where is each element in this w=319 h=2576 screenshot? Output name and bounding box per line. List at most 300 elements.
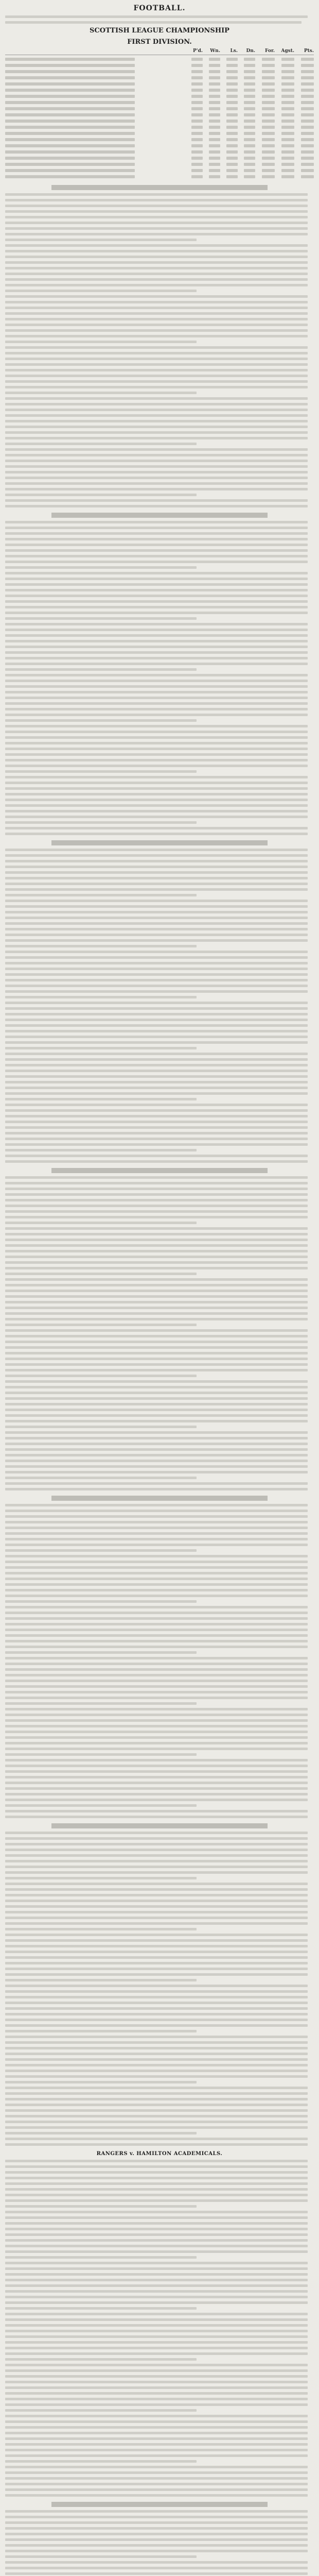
text-line-placeholder <box>5 1098 197 1100</box>
text-line-placeholder <box>5 1837 308 1840</box>
text-line-placeholder <box>5 1244 308 1247</box>
table-cell-placeholder <box>226 120 238 123</box>
text-line-placeholder <box>5 742 308 744</box>
text-line-placeholder <box>5 1312 308 1315</box>
text-line-placeholder <box>5 883 308 885</box>
text-line-placeholder <box>5 1233 308 1235</box>
text-line-placeholder <box>5 2335 308 2338</box>
table-cell-placeholder <box>301 58 314 61</box>
text-line-placeholder <box>5 799 308 801</box>
match-report <box>5 185 314 507</box>
table-cell-placeholder <box>281 58 294 61</box>
text-line-placeholder <box>5 2443 308 2446</box>
text-line-placeholder <box>5 1132 308 1134</box>
text-line-placeholder <box>5 810 308 812</box>
table-cell-placeholder <box>262 169 275 172</box>
text-line-placeholder <box>5 2561 308 2564</box>
table-cell-placeholder <box>5 89 135 92</box>
text-line-placeholder <box>5 776 308 778</box>
text-line-placeholder <box>5 403 308 405</box>
text-line-placeholder <box>5 1182 308 1184</box>
text-line-placeholder <box>5 199 308 201</box>
text-line-placeholder <box>5 210 308 213</box>
text-line-placeholder <box>5 821 197 824</box>
text-line-placeholder <box>5 2121 308 2123</box>
table-cell-placeholder <box>209 157 220 160</box>
text-line-placeholder <box>5 1725 308 1727</box>
text-line-placeholder <box>5 2477 308 2480</box>
text-line-placeholder <box>5 1460 308 1462</box>
table-cell-placeholder <box>281 138 294 141</box>
text-line-placeholder <box>5 273 308 275</box>
table-cell-placeholder <box>226 113 238 116</box>
match-report-heading-placeholder <box>51 513 268 518</box>
table-cell-placeholder <box>209 113 220 116</box>
text-line-placeholder <box>5 1538 308 1540</box>
text-line-placeholder <box>5 1810 308 1812</box>
text-line-placeholder <box>5 2386 308 2389</box>
table-cell-placeholder <box>191 120 203 123</box>
text-line-placeholder <box>5 1058 308 1061</box>
table-cell-placeholder <box>281 169 294 172</box>
table-cell-placeholder <box>209 58 220 61</box>
text-line-placeholder <box>5 1414 308 1417</box>
text-line-placeholder <box>5 2324 308 2327</box>
text-line-placeholder <box>5 1753 197 1756</box>
text-line-placeholder <box>5 866 308 868</box>
text-line-placeholder <box>5 600 308 603</box>
first-division-title-line1: SCOTTISH LEAGUE CHAMPIONSHIP <box>90 27 229 35</box>
text-line-placeholder <box>5 1092 308 1095</box>
text-line-placeholder <box>5 1691 308 1693</box>
match-report-rangers-hamilton <box>5 2151 314 2497</box>
text-line-placeholder <box>5 1973 308 1976</box>
text-line-placeholder <box>5 494 197 496</box>
match-report <box>5 513 314 835</box>
text-line-placeholder <box>5 538 308 540</box>
table-row <box>5 149 314 155</box>
text-line-placeholder <box>5 1634 308 1637</box>
table-cell-placeholder <box>244 169 255 172</box>
table-cell-placeholder <box>301 107 314 110</box>
text-line-placeholder <box>5 1532 308 1535</box>
match-report-heading: RANGERS v. HAMILTON ACADEMICALS. <box>96 2151 223 2157</box>
text-line-placeholder <box>5 1561 308 1563</box>
text-line-placeholder <box>5 719 197 722</box>
text-line-placeholder <box>5 787 308 790</box>
table-cell-placeholder <box>226 132 238 135</box>
table-cell-placeholder <box>226 76 238 79</box>
table-cell-placeholder <box>191 82 203 86</box>
text-line-placeholder <box>5 2483 308 2485</box>
text-line-placeholder <box>5 2047 308 2049</box>
table-cell-placeholder <box>191 95 203 98</box>
table-cell-placeholder <box>244 107 255 110</box>
text-line-placeholder <box>5 261 308 264</box>
text-line-placeholder <box>5 2233 308 2236</box>
text-line-placeholder <box>5 1951 308 1953</box>
text-line-placeholder <box>5 1324 197 1326</box>
text-line-placeholder <box>5 2432 308 2434</box>
text-line-placeholder <box>5 1261 308 1264</box>
table-cell-placeholder <box>244 120 255 123</box>
text-line-placeholder <box>5 1799 308 1801</box>
text-line-placeholder <box>5 431 308 434</box>
text-line-placeholder <box>5 2510 308 2513</box>
text-line-placeholder <box>5 583 308 586</box>
text-line-placeholder <box>5 2420 308 2423</box>
text-line-placeholder <box>5 1606 308 1608</box>
table-cell-placeholder <box>244 126 255 129</box>
table-row <box>5 155 314 161</box>
table-cell-placeholder <box>5 70 135 73</box>
text-line-placeholder <box>5 1392 308 1394</box>
table-cell-placeholder <box>226 89 238 92</box>
table-cell-placeholder <box>191 138 203 141</box>
text-line-placeholder <box>5 471 308 473</box>
table-cell-placeholder <box>226 70 238 73</box>
table-cell-placeholder <box>209 144 220 147</box>
text-line-placeholder <box>5 454 308 456</box>
table-cell-placeholder <box>209 76 220 79</box>
table-cell-placeholder <box>191 113 203 116</box>
text-line-placeholder <box>5 267 308 269</box>
table-cell-placeholder <box>262 95 275 98</box>
text-line-placeholder <box>5 928 308 930</box>
table-cell-placeholder <box>262 113 275 116</box>
text-line-placeholder <box>5 1521 308 1523</box>
text-line-placeholder <box>5 363 308 366</box>
match-report-heading-placeholder <box>51 840 268 845</box>
text-line-placeholder <box>5 1816 308 1818</box>
text-line-placeholder <box>5 996 197 998</box>
text-line-placeholder <box>5 1990 308 1993</box>
text-line-placeholder <box>5 256 308 258</box>
text-line-placeholder <box>5 1420 308 1422</box>
text-line-placeholder <box>5 341 197 343</box>
text-line-placeholder <box>5 193 308 196</box>
table-cell-placeholder <box>281 89 294 92</box>
text-line-placeholder <box>5 1454 308 1456</box>
table-cell-placeholder <box>191 157 203 160</box>
table-row <box>5 93 314 99</box>
text-line-placeholder <box>5 222 308 224</box>
table-cell-placeholder <box>262 132 275 135</box>
text-line-placeholder <box>5 1956 308 1959</box>
table-cell-placeholder <box>5 101 135 104</box>
text-line-placeholder <box>5 318 308 320</box>
table-cell-placeholder <box>226 157 238 160</box>
text-line-placeholder <box>5 244 308 247</box>
table-cell-placeholder <box>226 95 238 98</box>
table-cell-placeholder <box>5 132 135 135</box>
text-line-placeholder <box>5 2115 308 2117</box>
text-line-placeholder <box>5 2250 308 2253</box>
table-cell-placeholder <box>209 82 220 86</box>
text-line-placeholder <box>5 765 308 767</box>
text-line-placeholder <box>5 1685 308 1688</box>
text-line-placeholder <box>5 1787 308 1790</box>
text-line-placeholder <box>5 888 308 891</box>
text-line-placeholder <box>5 2160 308 2162</box>
table-row <box>5 167 314 174</box>
match-report-body <box>5 1504 314 1818</box>
table-cell-placeholder <box>281 132 294 135</box>
table-cell-placeholder <box>209 64 220 67</box>
text-line-placeholder <box>5 1301 308 1303</box>
text-line-placeholder <box>5 1854 308 1857</box>
text-line-placeholder <box>5 2318 308 2321</box>
text-line-placeholder <box>5 1188 308 1190</box>
text-line-placeholder <box>5 1104 308 1106</box>
text-line-placeholder <box>5 1239 308 1241</box>
text-line-placeholder <box>5 606 308 608</box>
text-line-placeholder <box>5 488 308 490</box>
table-cell-placeholder <box>301 150 314 154</box>
text-line-placeholder <box>5 284 308 286</box>
text-line-placeholder <box>5 877 308 879</box>
table-cell-placeholder <box>191 175 203 178</box>
text-line-placeholder <box>5 499 308 502</box>
table-cell-placeholder <box>244 64 255 67</box>
text-line-placeholder <box>5 697 308 699</box>
text-line-placeholder <box>5 1996 308 1998</box>
table-cell-placeholder <box>191 144 203 147</box>
text-line-placeholder <box>5 1515 308 1518</box>
text-line-placeholder <box>5 2081 197 2083</box>
table-cell-placeholder <box>191 101 203 104</box>
text-line-placeholder <box>5 640 308 642</box>
text-line-placeholder <box>5 2216 308 2219</box>
text-line-placeholder <box>5 1307 308 1309</box>
text-line-placeholder <box>5 233 308 235</box>
table-cell-placeholder <box>5 175 135 178</box>
text-line-placeholder <box>5 668 197 671</box>
text-line-placeholder <box>5 1544 308 1546</box>
text-line-placeholder <box>5 1600 197 1603</box>
text-line-placeholder <box>5 2070 308 2072</box>
text-line-placeholder <box>5 2019 308 2021</box>
text-line-placeholder <box>5 1081 308 1083</box>
text-line-placeholder <box>5 1697 308 1699</box>
match-report <box>5 1496 314 1818</box>
text-line-placeholder <box>5 2007 308 2010</box>
text-line-placeholder <box>5 566 197 569</box>
text-line-placeholder <box>5 2279 308 2281</box>
text-line-placeholder <box>5 1894 308 1896</box>
text-line-placeholder <box>5 860 308 862</box>
text-line-placeholder <box>5 386 308 388</box>
text-line-placeholder <box>5 1939 308 1942</box>
text-line-placeholder <box>5 2567 308 2569</box>
table-cell-placeholder <box>226 138 238 141</box>
text-line-placeholder <box>5 2426 308 2429</box>
text-line-placeholder <box>5 833 308 835</box>
text-line-placeholder <box>5 1205 308 1207</box>
table-cell-placeholder <box>209 132 220 135</box>
text-line-placeholder <box>5 312 308 315</box>
table-cell-placeholder <box>262 150 275 154</box>
text-line-placeholder <box>5 2488 308 2491</box>
text-line-placeholder <box>5 1905 308 1908</box>
text-line-placeholder <box>5 2454 308 2457</box>
text-line-placeholder <box>5 2516 308 2518</box>
table-cell-placeholder <box>281 70 294 73</box>
text-line-placeholder <box>5 894 197 896</box>
text-line-placeholder <box>5 2002 308 2004</box>
text-line-placeholder <box>5 1578 308 1580</box>
text-line-placeholder <box>5 1397 308 1400</box>
text-line-placeholder <box>5 1860 308 1862</box>
text-line-placeholder <box>5 2471 308 2474</box>
table-cell-placeholder <box>301 120 314 123</box>
text-line-placeholder <box>5 1199 308 1201</box>
text-line-placeholder <box>5 2098 308 2100</box>
text-line-placeholder <box>5 1668 308 1671</box>
table-cell-placeholder <box>191 58 203 61</box>
text-line-placeholder <box>5 2064 308 2066</box>
text-line-placeholder <box>5 2494 308 2497</box>
text-line-placeholder <box>5 1109 308 1112</box>
table-cell-placeholder <box>244 132 255 135</box>
text-line-placeholder <box>5 680 308 682</box>
table-cell-placeholder <box>262 120 275 123</box>
col-played: P'd. <box>193 48 203 54</box>
text-line-placeholder <box>5 2104 308 2106</box>
text-line-placeholder <box>5 1358 308 1360</box>
table-cell-placeholder <box>281 144 294 147</box>
text-line-placeholder <box>5 2369 308 2372</box>
match-report-body <box>5 193 314 507</box>
table-cell-placeholder <box>281 107 294 110</box>
table-cell-placeholder <box>281 157 294 160</box>
table-cell-placeholder <box>226 126 238 129</box>
text-line-placeholder <box>5 1290 308 1292</box>
text-line-placeholder <box>5 934 308 936</box>
table-cell-placeholder <box>301 95 314 98</box>
text-line-placeholder <box>5 1267 308 1269</box>
table-cell-placeholder <box>262 163 275 166</box>
text-line-placeholder <box>5 465 308 468</box>
text-line-placeholder <box>5 1714 308 1716</box>
text-line-placeholder <box>5 1380 308 1383</box>
text-line-placeholder <box>5 2466 308 2468</box>
text-line-placeholder <box>5 2296 308 2298</box>
text-line-placeholder <box>5 2245 308 2247</box>
text-line-placeholder <box>5 1934 308 1936</box>
text-line-placeholder <box>5 945 197 947</box>
table-cell-placeholder <box>301 70 314 73</box>
text-line-placeholder <box>5 782 308 784</box>
text-line-placeholder <box>5 2194 308 2196</box>
text-line-placeholder <box>5 674 308 676</box>
table-cell-placeholder <box>281 64 294 67</box>
text-line-placeholder <box>5 2262 308 2264</box>
text-line-placeholder <box>5 1866 308 1868</box>
text-line-placeholder <box>5 1256 308 1258</box>
table-cell-placeholder <box>301 175 314 178</box>
text-line-placeholder <box>5 623 308 625</box>
text-line-placeholder <box>5 358 308 360</box>
text-line-placeholder <box>5 2347 308 2349</box>
text-line-placeholder <box>5 1155 308 1157</box>
text-line-placeholder <box>5 392 197 394</box>
col-points: Pts. <box>304 48 314 54</box>
section-masthead: FOOTBALL. <box>133 4 186 12</box>
text-line-placeholder <box>5 1409 308 1411</box>
text-line-placeholder <box>5 505 308 507</box>
table-cell-placeholder <box>226 58 238 61</box>
text-line-placeholder <box>5 1329 308 1332</box>
table-cell-placeholder <box>209 175 220 178</box>
text-line-placeholder <box>5 227 308 230</box>
table-cell-placeholder <box>244 82 255 86</box>
text-line-placeholder <box>5 1589 308 1591</box>
text-line-placeholder <box>5 1222 197 1224</box>
table-cell-placeholder <box>244 150 255 154</box>
table-cell-placeholder <box>244 101 255 104</box>
table-row <box>5 143 314 149</box>
text-line-placeholder <box>5 1877 197 1879</box>
text-line-placeholder <box>5 714 308 716</box>
text-line-placeholder <box>5 1776 308 1778</box>
text-line-placeholder <box>5 549 308 552</box>
text-line-placeholder <box>5 1250 308 1252</box>
text-line-placeholder <box>5 911 308 913</box>
table-cell-placeholder <box>244 175 255 178</box>
text-line-placeholder <box>5 1572 308 1574</box>
text-line-placeholder <box>5 629 308 631</box>
text-line-placeholder <box>5 1087 308 1089</box>
table-cell-placeholder <box>209 138 220 141</box>
text-line-placeholder <box>5 905 308 908</box>
text-line-placeholder <box>5 1719 308 1722</box>
table-cell-placeholder <box>191 126 203 129</box>
text-line-placeholder <box>5 2165 308 2168</box>
text-line-placeholder <box>5 651 308 654</box>
text-line-placeholder <box>5 369 308 371</box>
text-line-placeholder <box>5 2341 308 2344</box>
table-cell-placeholder <box>262 82 275 86</box>
text-line-placeholder <box>5 1646 308 1648</box>
match-report-heading-placeholder <box>51 185 268 190</box>
text-line-placeholder <box>5 1007 308 1010</box>
table-cell-placeholder <box>5 58 135 61</box>
text-line-placeholder <box>5 1375 197 1377</box>
text-line-placeholder <box>5 1443 308 1445</box>
table-cell-placeholder <box>281 82 294 86</box>
text-line-placeholder <box>5 1922 308 1925</box>
table-cell-placeholder <box>301 163 314 166</box>
text-line-placeholder <box>5 409 308 411</box>
text-line-placeholder <box>5 1070 308 1072</box>
text-line-placeholder <box>5 589 308 591</box>
text-line-placeholder <box>5 1471 308 1473</box>
text-line-placeholder <box>5 2572 308 2575</box>
text-line-placeholder <box>5 1346 308 1349</box>
text-line-placeholder <box>5 527 308 529</box>
text-line-placeholder <box>5 2352 308 2355</box>
table-cell-placeholder <box>262 58 275 61</box>
table-cell-placeholder <box>5 113 135 116</box>
text-line-placeholder <box>5 2228 308 2230</box>
table-cell-placeholder <box>281 175 294 178</box>
text-line-placeholder <box>5 2205 197 2208</box>
text-line-placeholder <box>5 426 308 428</box>
table-row <box>5 99 314 106</box>
table-cell-placeholder <box>262 107 275 110</box>
table-cell-placeholder <box>226 64 238 67</box>
